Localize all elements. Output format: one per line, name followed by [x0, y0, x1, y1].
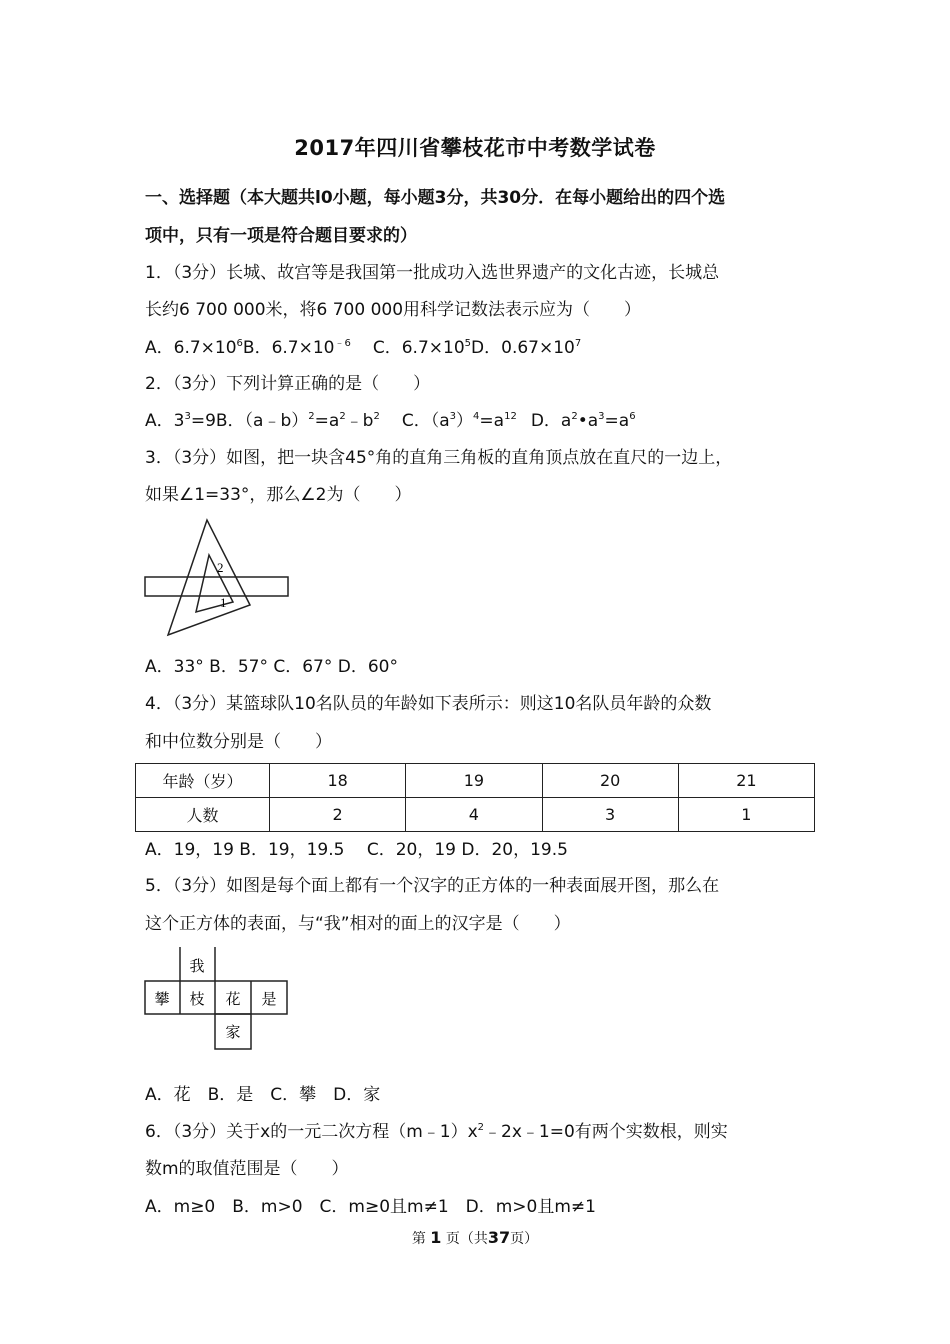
q2-option-b-rest2: ﹣b	[345, 411, 374, 431]
q1-stem-line1: 1．（3分）长城、故宫等是我国第一批成功入选世界遗产的文化古迹，长城总	[145, 263, 720, 283]
q2-options	[145, 409, 825, 433]
table-row	[136, 764, 815, 798]
q3-options: A．33° B．57° C．67° D．60°	[145, 657, 398, 677]
footer-mid: 页（共	[445, 1231, 488, 1247]
q3-stem-line2: 如果∠1=33°，那么∠2为（ ）	[145, 485, 412, 505]
table-cell: 年龄（岁）	[136, 764, 270, 798]
q2-option-b: B．（a﹣b）	[215, 411, 309, 431]
q1-options	[145, 336, 825, 360]
table-row	[136, 798, 815, 832]
q5-stem-line1: 5．（3分）如图是每个面上都有一个汉字的正方体的一种表面展开图，那么在	[145, 876, 720, 896]
net-cell-wo: 我	[189, 957, 205, 975]
q4-options: A．19，19 B．19，19.5 C．20，19 D．20，19.5	[145, 840, 568, 860]
q2-option-d-rest1: •a	[577, 411, 599, 431]
net-cell-shi: 是	[261, 990, 277, 1008]
q1-option-b: B．6.7×10	[242, 338, 335, 358]
q2-stem: 2．（3分）下列计算正确的是（ ）	[145, 374, 431, 394]
section-heading-line2: 项中，只有一项是符合题目要求的）	[145, 226, 417, 246]
table-cell: 1	[678, 798, 814, 832]
q4-age-table	[135, 763, 815, 832]
q1-option-d-exp: 7	[574, 338, 582, 349]
q2-b-exp2: 2	[339, 411, 346, 422]
q1-option-c-exp: 5	[464, 338, 472, 349]
q1-option-c: C．6.7×10	[372, 338, 465, 358]
q2-option-d: D．a	[530, 411, 572, 431]
q6-stem-part1: 6．（3分）关于x的一元二次方程（m﹣1）x	[145, 1122, 478, 1142]
table-cell: 18	[270, 764, 406, 798]
table-cell: 3	[542, 798, 678, 832]
section-heading-line1: 一、选择题（本大题共l0小题，每小题3分，共30分．在每小题给出的四个选	[145, 188, 726, 208]
q6-exp: 2	[477, 1122, 485, 1133]
page-title: 2017年四川省攀枝花市中考数学试卷	[294, 136, 656, 160]
q4-stem-line2: 和中位数分别是（ ）	[145, 732, 332, 752]
q2-option-c: C．（a	[401, 411, 450, 431]
footer-post: 页）	[510, 1231, 539, 1247]
table-cell: 20	[542, 764, 678, 798]
q2-d-exp2: 3	[598, 411, 605, 422]
q5-cube-net-figure	[140, 945, 300, 1055]
q5-options: A．花 B．是 C．攀 D．家	[145, 1085, 381, 1105]
inner-triangle-shape	[196, 555, 233, 612]
q2-option-c-rest2: =a	[479, 411, 505, 431]
table-cell: 21	[678, 764, 814, 798]
q1-option-b-exp: ﹣6	[334, 338, 351, 349]
net-cell-pan: 攀	[154, 990, 170, 1008]
net-cell-zhi: 枝	[189, 990, 205, 1008]
q2-b-exp3: 2	[373, 411, 380, 422]
q2-d-exp1: 2	[571, 411, 578, 422]
q2-d-exp3: 6	[629, 411, 636, 422]
ruler-shape	[145, 577, 288, 596]
q2-option-a-rest: =9	[190, 411, 216, 431]
net-cell-hua: 花	[225, 990, 241, 1008]
net-cell-jia: 家	[225, 1023, 241, 1041]
table-cell: 19	[406, 764, 542, 798]
table-cell: 4	[406, 798, 542, 832]
q6-stem-line1	[145, 1120, 825, 1144]
q2-option-a: A．3	[145, 411, 185, 431]
q2-c-exp3: 12	[504, 411, 517, 422]
q2-c-exp2: 4	[473, 411, 480, 422]
q2-option-b-rest1: =a	[314, 411, 340, 431]
q1-option-d: D．0.67×10	[471, 338, 575, 358]
q3-figure-ruler-triangle	[140, 515, 300, 645]
q5-stem-line2: 这个正方体的表面，与“我”相对的面上的汉字是（ ）	[145, 914, 571, 934]
q6-options: A．m≥0 B．m>0 C．m≥0且m≠1 D．m>0且m≠1	[145, 1197, 596, 1217]
q4-stem-line1: 4．（3分）某篮球队10名队员的年龄如下表所示：则这10名队员年龄的众数	[145, 694, 712, 714]
q6-stem-part2: ﹣2x﹣1=0有两个实数根，则实	[484, 1122, 728, 1142]
page-number: 1	[430, 1228, 442, 1247]
angle-1-label: 1	[220, 595, 227, 610]
table-cell: 人数	[136, 798, 270, 832]
q2-b-exp1: 2	[308, 411, 315, 422]
angle-2-label: 2	[217, 560, 224, 575]
q6-stem-line2: 数m的取值范围是（ ）	[145, 1159, 349, 1179]
q1-stem-line2: 长约6 700 000米，将6 700 000用科学记数法表示应为（ ）	[145, 300, 642, 320]
q1-option-a: A．6.7×10	[145, 338, 237, 358]
q2-c-exp1: 3	[449, 411, 457, 422]
q2-a-exp: 3	[184, 411, 191, 422]
page-total: 37	[487, 1228, 511, 1247]
table-cell: 2	[270, 798, 406, 832]
footer-pre: 第	[411, 1231, 426, 1247]
q1-option-a-exp: 6	[236, 338, 243, 349]
q2-option-d-rest2: =a	[604, 411, 630, 431]
page-footer	[0, 1228, 950, 1248]
q3-stem-line1: 3．（3分）如图，把一块含45°角的直角三角板的直角顶点放在直尺的一边上，	[145, 448, 733, 468]
q2-option-c-rest1: ）	[456, 411, 474, 431]
